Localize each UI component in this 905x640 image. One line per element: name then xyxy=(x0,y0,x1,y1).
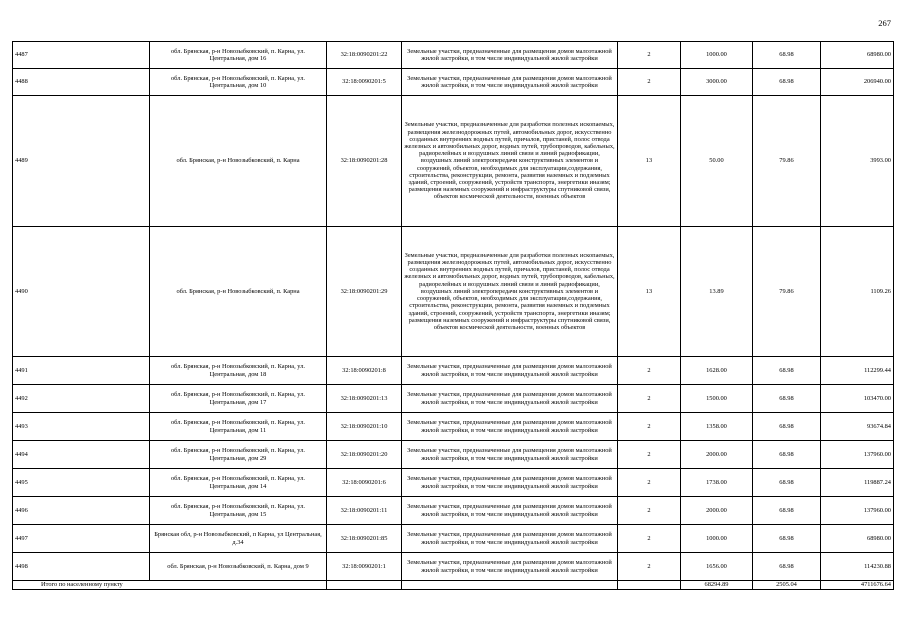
row-cadastral-number: 32:18:0090201:22 xyxy=(327,42,402,69)
row-address: обл. Брянская, р-н Новозыбковский, п. Карна xyxy=(150,96,327,227)
row-cadastral-number: 32:18:0090201:11 xyxy=(327,497,402,525)
row-number: 4490 xyxy=(13,227,150,357)
row-cadastral-number: 32:18:0090201:8 xyxy=(327,357,402,385)
row-area: 1358.00 xyxy=(681,413,753,441)
total-empty-cell xyxy=(402,581,618,590)
row-area: 1000.00 xyxy=(681,42,753,69)
row-rate: 68.98 xyxy=(753,525,821,553)
row-value: 114230.88 xyxy=(821,553,894,581)
table-row xyxy=(13,413,894,441)
row-category: 2 xyxy=(618,413,681,441)
table-row xyxy=(13,497,894,525)
row-area: 1000.00 xyxy=(681,525,753,553)
row-number: 4495 xyxy=(13,469,150,497)
row-area: 1628.00 xyxy=(681,357,753,385)
row-value: 1109.26 xyxy=(821,227,894,357)
table-row xyxy=(13,42,894,69)
row-value: 68980.00 xyxy=(821,525,894,553)
table-row xyxy=(13,525,894,553)
total-area: 68294.89 xyxy=(681,581,753,590)
row-address: обл. Брянская, р-н Новозыбковский, п. Карна, дом 9 xyxy=(150,553,327,581)
row-rate: 79.86 xyxy=(753,227,821,357)
row-address: обл. Брянская, р-н Новозыбковский, п. Карна, ул. Центральная, дом 17 xyxy=(150,385,327,413)
row-rate: 68.98 xyxy=(753,357,821,385)
row-value: 3993.00 xyxy=(821,96,894,227)
row-value: 137960.00 xyxy=(821,497,894,525)
row-number: 4489 xyxy=(13,96,150,227)
table-body xyxy=(13,42,894,590)
row-value: 103470.00 xyxy=(821,385,894,413)
row-value: 93674.84 xyxy=(821,413,894,441)
row-rate: 68.98 xyxy=(753,469,821,497)
row-number: 4492 xyxy=(13,385,150,413)
row-land-use: Земельные участки, предназначенные для размещения домов малоэтажной жилой застройки, в том числе индивидуальной жилой застройки xyxy=(402,413,618,441)
row-area: 1500.00 xyxy=(681,385,753,413)
row-value: 68980.00 xyxy=(821,42,894,69)
row-cadastral-number: 32:18:0090201:29 xyxy=(327,227,402,357)
row-area: 1656.00 xyxy=(681,553,753,581)
row-number: 4491 xyxy=(13,357,150,385)
row-category: 2 xyxy=(618,469,681,497)
row-rate: 68.98 xyxy=(753,42,821,69)
row-category: 2 xyxy=(618,385,681,413)
total-label: Итого по населенному пункту xyxy=(13,581,327,590)
row-land-use: Земельные участки, предназначенные для размещения домов малоэтажной жилой застройки, в том числе индивидуальной жилой застройки xyxy=(402,357,618,385)
row-rate: 68.98 xyxy=(753,553,821,581)
row-address: обл. Брянская, р-н Новозыбковский, п. Карна, ул. Центральная, дом 15 xyxy=(150,497,327,525)
row-rate: 68.98 xyxy=(753,441,821,469)
row-cadastral-number: 32:18:0090201:6 xyxy=(327,469,402,497)
row-address: обл. Брянская, р-н Новозыбковский, п. Карна, ул. Центральная, дом 11 xyxy=(150,413,327,441)
row-area: 50.00 xyxy=(681,96,753,227)
row-address: обл. Брянская, р-н Новозыбковский, п. Карна, ул. Центральная, дом 29 xyxy=(150,441,327,469)
row-rate: 68.98 xyxy=(753,385,821,413)
total-empty-cell xyxy=(327,581,402,590)
total-empty-cell xyxy=(618,581,681,590)
row-category: 13 xyxy=(618,96,681,227)
row-area: 2000.00 xyxy=(681,497,753,525)
row-rate: 79.86 xyxy=(753,96,821,227)
row-cadastral-number: 32:18:0090201:1 xyxy=(327,553,402,581)
row-number: 4487 xyxy=(13,42,150,69)
cadastral-value-table xyxy=(12,41,894,590)
row-land-use: Земельные участки, предназначенные для размещения домов малоэтажной жилой застройки, в том числе индивидуальной жилой застройки xyxy=(402,497,618,525)
row-land-use: Земельные участки, предназначенные для разработки полезных ископаемых, размещения железнодорожных путей, автомобильных дорог, искусственно созданных внутренних водных путей, причалов, пристаней, полос отвода железных и автомобильных дорог, водных путей, трубопроводов, кабельных, радиорелейных и воздушных линий связи и линий радиофикации, воздушных линий электропередачи конструктивных элементов и сооружений, объектов, необходимых для эксплуатации,содержания, строительства, реконструкции, ремонта, развития наземных и подземных зданий, строений, сооружений, устройств транспорта, энергетики иназям; размещения наземных сооружений и инфраструктуры спутниковой связи, объектов космической деятельности, военных объектов xyxy=(402,227,618,357)
row-address: обл. Брянская, р-н Новозыбковский, п. Карна, ул. Центральная, дом 14 xyxy=(150,469,327,497)
table-row xyxy=(13,96,894,227)
row-category: 2 xyxy=(618,69,681,96)
row-address: обл. Брянская, р-н Новозыбковский, п. Карна, ул. Центральная, дом 18 xyxy=(150,357,327,385)
row-address: Брянская обл, р-н Новозыбковский, п Карна, ул Центральная, д.34 xyxy=(150,525,327,553)
row-cadastral-number: 32:18:0090201:13 xyxy=(327,385,402,413)
row-category: 2 xyxy=(618,553,681,581)
row-area: 3000.00 xyxy=(681,69,753,96)
row-area: 2000.00 xyxy=(681,441,753,469)
row-cadastral-number: 32:18:0090201:85 xyxy=(327,525,402,553)
row-cadastral-number: 32:18:0090201:28 xyxy=(327,96,402,227)
table-row xyxy=(13,357,894,385)
table-row xyxy=(13,69,894,96)
total-value: 4711676.64 xyxy=(821,581,894,590)
row-number: 4497 xyxy=(13,525,150,553)
row-category: 2 xyxy=(618,525,681,553)
row-address: обл. Брянская, р-н Новозыбковский, п. Карна, ул. Центральная, дом 16 xyxy=(150,42,327,69)
table-row xyxy=(13,227,894,357)
row-area: 13.89 xyxy=(681,227,753,357)
row-land-use: Земельные участки, предназначенные для размещения домов малоэтажной жилой застройки, в том числе индивидуальной жилой застройки xyxy=(402,441,618,469)
row-rate: 68.98 xyxy=(753,413,821,441)
row-category: 2 xyxy=(618,42,681,69)
row-land-use: Земельные участки, предназначенные для размещения домов малоэтажной жилой застройки, в том числе индивидуальной жилой застройки xyxy=(402,385,618,413)
table-row xyxy=(13,385,894,413)
row-rate: 68.98 xyxy=(753,497,821,525)
row-category: 2 xyxy=(618,357,681,385)
row-cadastral-number: 32:18:0090201:10 xyxy=(327,413,402,441)
row-category: 2 xyxy=(618,441,681,469)
row-number: 4488 xyxy=(13,69,150,96)
row-number: 4493 xyxy=(13,413,150,441)
total-row xyxy=(13,581,894,590)
table-row xyxy=(13,441,894,469)
row-category: 2 xyxy=(618,497,681,525)
row-number: 4498 xyxy=(13,553,150,581)
page-number: 267 xyxy=(878,18,891,28)
row-land-use: Земельные участки, предназначенные для размещения домов малоэтажной жилой застройки, в том числе индивидуальной жилой застройки xyxy=(402,525,618,553)
row-address: обл. Брянская, р-н Новозыбковский, п. Карна, ул. Центральная, дом 10 xyxy=(150,69,327,96)
row-cadastral-number: 32:18:0090201:5 xyxy=(327,69,402,96)
row-value: 112299.44 xyxy=(821,357,894,385)
row-value: 137960.00 xyxy=(821,441,894,469)
row-area: 1738.00 xyxy=(681,469,753,497)
row-cadastral-number: 32:18:0090201:20 xyxy=(327,441,402,469)
table-row xyxy=(13,553,894,581)
row-land-use: Земельные участки, предназначенные для разработки полезных ископаемых, размещения железнодорожных путей, автомобильных дорог, искусственно созданных внутренних водных путей, причалов, пристаней, полос отвода железных и автомобильных дорог, водных путей, трубопроводов, кабельных, радиорелейных и воздушных линий связи и линий радиофикации, воздушных линий электропередачи конструктивных элементов и сооружений, объектов, необходимых для эксплуатации,содержания, строительства, реконструкции, ремонта, развития наземных и подземных зданий, строений, сооружений, устройств транспорта, энергетики иназям; размещения наземных сооружений и инфраструктуры спутниковой связи, объектов космической деятельности, военных объектов xyxy=(402,96,618,227)
row-value: 119887.24 xyxy=(821,469,894,497)
row-value: 206940.00 xyxy=(821,69,894,96)
table-row xyxy=(13,469,894,497)
row-land-use: Земельные участки, предназначенные для размещения домов малоэтажной жилой застройки, в том числе индивидуальной жилой застройки xyxy=(402,42,618,69)
row-land-use: Земельные участки, предназначенные для размещения домов малоэтажной жилой застройки, в том числе индивидуальной жилой застройки xyxy=(402,69,618,96)
row-land-use: Земельные участки, предназначенные для размещения домов малоэтажной жилой застройки, в том числе индивидуальной жилой застройки xyxy=(402,469,618,497)
row-category: 13 xyxy=(618,227,681,357)
row-land-use: Земельные участки, предназначенные для размещения домов малоэтажной жилой застройки, в том числе индивидуальной жилой застройки xyxy=(402,553,618,581)
row-number: 4494 xyxy=(13,441,150,469)
row-number: 4496 xyxy=(13,497,150,525)
row-address: обл. Брянская, р-н Новозыбковский, п. Карна xyxy=(150,227,327,357)
row-rate: 68.98 xyxy=(753,69,821,96)
total-rate: 2505.04 xyxy=(753,581,821,590)
